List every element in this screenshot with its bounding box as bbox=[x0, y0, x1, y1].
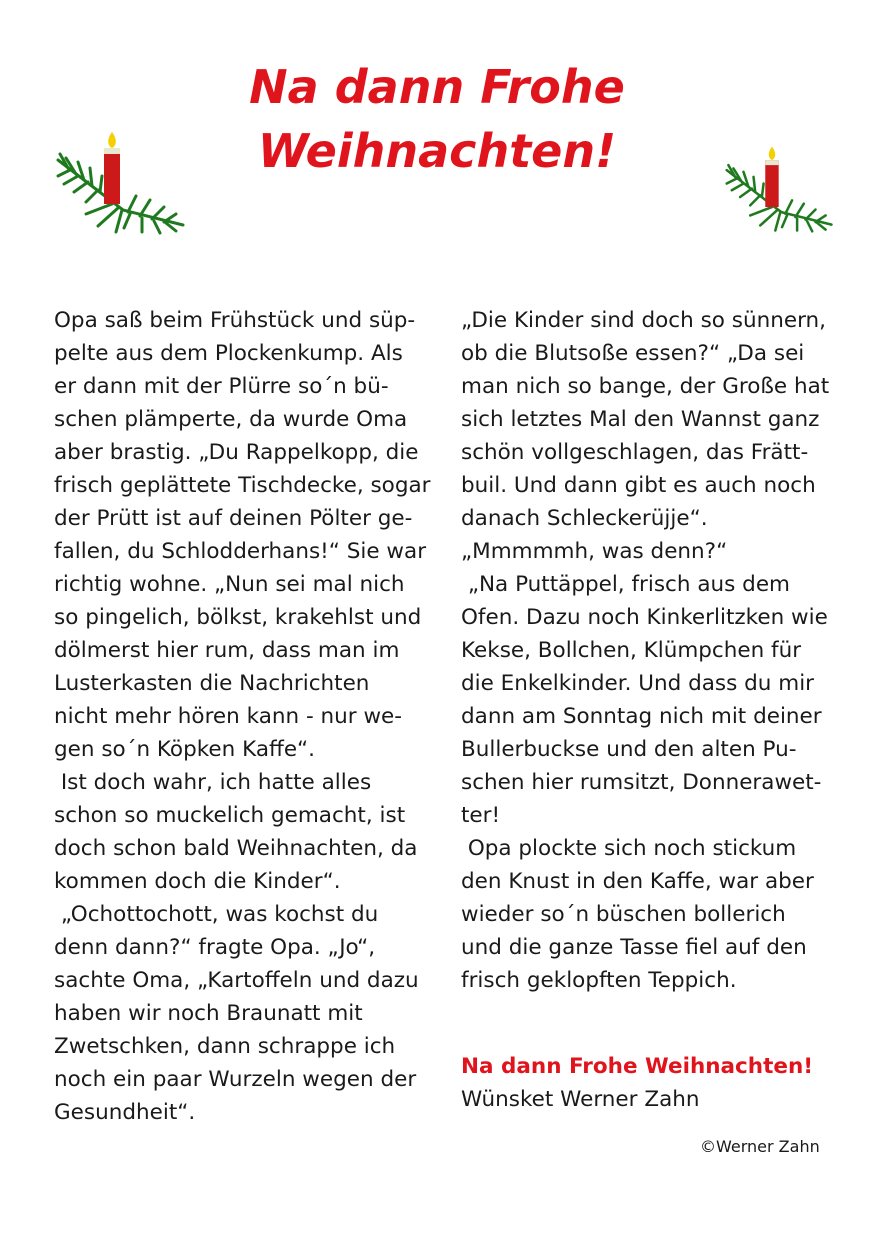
story-line: doch schon bald Weihnachten, da bbox=[54, 836, 418, 861]
story-left-column bbox=[54, 304, 444, 1129]
story-line: „Die Kinder sind doch so sünnern, bbox=[461, 308, 826, 333]
story-line: pelte aus dem Plockenkump. Als bbox=[54, 341, 403, 366]
story-line: schön vollgeschlagen, das Frätt- bbox=[461, 440, 809, 465]
story-line: man nich so bange, der Große hat bbox=[461, 374, 830, 399]
story-line: die Enkelkinder. Und dass du mir bbox=[461, 671, 815, 696]
story-line: haben wir noch Braunatt mit bbox=[54, 1001, 363, 1026]
story-line: schon so muckelich gemacht, ist bbox=[54, 803, 406, 828]
story-line: Gesundheit“. bbox=[54, 1100, 196, 1125]
story-line: dölmerst hier rum, dass man im bbox=[54, 638, 400, 663]
story-line: den Knust in den Kaffe, war aber bbox=[461, 869, 814, 894]
story-line: schen plämperte, da wurde Oma bbox=[54, 407, 408, 432]
signoff-author: Wünsket Werner Zahn bbox=[461, 1087, 700, 1112]
story-line: kommen doch die Kinder“. bbox=[54, 869, 341, 894]
copyright-notice: ©Werner Zahn bbox=[700, 1137, 820, 1156]
candle-with-pine-branch-icon bbox=[48, 130, 188, 235]
story-line: richtig wohne. „Nun sei mal nich bbox=[54, 572, 405, 597]
story-line: er dann mit der Plürre so´n bü- bbox=[54, 374, 389, 399]
story-line: ter! bbox=[461, 803, 501, 828]
story-line: Ofen. Dazu noch Kinkerlitzken wie bbox=[461, 605, 828, 630]
story-line: sich letztes Mal den Wannst ganz bbox=[461, 407, 820, 432]
story-line: Opa plockte sich noch stickum bbox=[461, 836, 797, 861]
story-line: Bullerbuckse und den alten Pu- bbox=[461, 737, 797, 762]
title-line-1: Na dann Frohe bbox=[249, 60, 625, 114]
story-line: Kekse, Bollchen, Klümpchen für bbox=[461, 638, 802, 663]
story-line: sachte Oma, „Kartoffeln und dazu bbox=[54, 968, 419, 993]
candle-with-pine-branch-icon bbox=[718, 145, 836, 233]
story-line: Ist doch wahr, ich hatte alles bbox=[54, 770, 372, 795]
story-line: und die ganze Tasse fiel auf den bbox=[461, 935, 807, 960]
story-line: aber brastig. „Du Rappelkopp, die bbox=[54, 440, 419, 465]
story-line: Lusterkasten die Nachrichten bbox=[54, 671, 370, 696]
story-line: noch ein paar Wurzeln wegen der bbox=[54, 1067, 417, 1092]
story-line: der Prütt ist auf deinen Pölter ge- bbox=[54, 506, 413, 531]
story-line: „Ochottochott, was kochst du bbox=[54, 902, 379, 927]
story-line: gen so´n Köpken Kaffe“. bbox=[54, 737, 316, 762]
story-right-column bbox=[461, 304, 851, 997]
story-line: dann am Sonntag nich mit deiner bbox=[461, 704, 822, 729]
story-line: nicht mehr hören kann - nur we- bbox=[54, 704, 403, 729]
story-line: frisch geklopften Teppich. bbox=[461, 968, 737, 993]
story-line: schen hier rumsitzt, Donnerawet- bbox=[461, 770, 822, 795]
story-line: ob die Blutsoße essen?“ „Da sei bbox=[461, 341, 805, 366]
story-line: wieder so´n büschen bollerich bbox=[461, 902, 786, 927]
signoff-greeting: Na dann Frohe Weihnachten! bbox=[461, 1054, 814, 1079]
story-line: Opa saß beim Frühstück und süp- bbox=[54, 308, 416, 333]
title-line-2: Weihnachten! bbox=[257, 124, 617, 178]
story-line: fallen, du Schlodderhans!“ Sie war bbox=[54, 539, 427, 564]
story-line: „Mmmmmh, was denn?“ bbox=[461, 539, 728, 564]
story-line: „Na Puttäppel, frisch aus dem bbox=[461, 572, 790, 597]
story-line: frisch geplättete Tischdecke, sogar bbox=[54, 473, 431, 498]
story-line: danach Schleckerüjje“. bbox=[461, 506, 708, 531]
story-line: so pingelich, bölkst, krakehlst und bbox=[54, 605, 422, 630]
signoff bbox=[461, 1050, 813, 1116]
story-line: buil. Und dann gibt es auch noch bbox=[461, 473, 816, 498]
story-line: Zwetschken, dann schrappe ich bbox=[54, 1034, 396, 1059]
story-line: denn dann?“ fragte Opa. „Jo“, bbox=[54, 935, 376, 960]
